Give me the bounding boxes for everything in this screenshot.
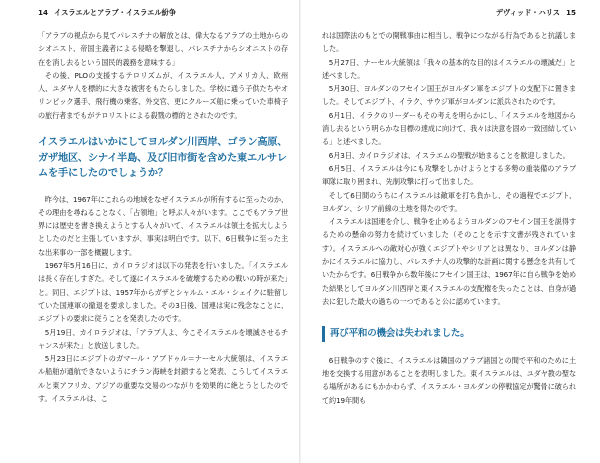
right-paragraph: 6日戦争のすぐ後に、イスラエルは隣国のアラブ諸国との間で平和のために土地を交換する用意があることを表明しました。東イスラエルは、ユダヤ教の聖なる場所があるにもかかわらず、イスラエル・ヨルダンの停戦協定が驚骨に破られて約19年間も (322, 355, 576, 405)
left-running-head (38, 6, 288, 20)
left-page-number: 14 (38, 8, 49, 17)
right-paragraph: イスラエルは国連を介し、戦争を止めるようヨルダンのフセイン国王を説得するための懸命の努力を続けていました（そのことを示す文書が残されています）。イスラエルへの敵対心が強くエジプトやシリアとは異なり、ヨルダンは静かにイスラエルに協力し、パレスチナ人の攻撃的な計画に関する懸念を共有していたからです。6日戦争から数年後にフセイン国王は、1967年に自ら戦争を始めた結果としてヨルダン川西岸と東イスラエルの支配権を失ったことは、自身が過去に犯した最大の過ちの一つであると公に認めています。 (322, 217, 576, 306)
left-running-title: イスラエルとアラブ・イスラエル紛争 (54, 8, 177, 17)
left-paragraph: その後、PLOの支援するテロリズムが、イスラエル人、アメリカ人、欧州人、ユダヤ人を標的に大きな被害をもたらしました。学校に通う子供たちやオリンピック選手、飛行機の乗客、外交官、更にクルーズ船に乗っていた車椅子の旅行者までもがテロリストによる殺戮の標的とされたのです。 (38, 70, 288, 120)
right-running-title: デヴィッド・ハリス (495, 8, 560, 17)
left-paragraph: 1967年5月16日に、カイロラジオは以下の発表を行いました。「イスラエルは長く存在しすぎた。そして遂にイスラエルを破壊するための戦いの時が来た」と。同日、エジプトは、1957年からガザとシャルム・エル・シェイクに駐留していた国連軍の撤退を要求しました。その3日後、国連は実に残念なことに、エジプトの要求に従うことを発表したのです。 (38, 261, 288, 324)
left-paragraph: 5月19日、カイロラジオは、「アラブ人よ、今こそイスラエルを壊滅させるチャンスが来た」と放送しました。 (38, 327, 288, 350)
right-section-heading: 再び平和の機会は失われました。 (322, 326, 576, 342)
left-paragraph: 5月23日にエジプトのガマール・アブドゥル＝ナーセル大統領は、イスラエル船舶が通航できないようにチラン海峡を封鎖すると発表、こうしてイスラエルと東アフリカ、アジアの重要な交易のつながりを効果的に絶とうとしたのです。イスラエルは、こ (38, 354, 288, 404)
left-paragraph-quote: 「アラブの視点から見てパレスチナの解放とは、偉大なるアラブの土地からのシオニスト、帝国主義者による侵略を撃退し、パレスチナからシオニストの存在を消し去るという国民的義務を意味する」 (38, 31, 288, 67)
right-running-head (322, 6, 576, 20)
right-paragraph: 5月30日、ヨルダンのフセイン国王がヨルダン軍をエジプトの支配下に置きました。そしてエジプト、イラク、サウジ軍がヨルダンに派兵されたのです。 (322, 84, 576, 107)
right-paragraph: そして6日間のうちにイスラエルは敵軍を打ち負かし、その過程でエジプト、ヨルダン、シリア前線の土地を得たのです。 (322, 190, 576, 213)
left-paragraph: 昨今は、1967年にこれらの地域をなぜイスラエルが所有するに至ったのか、その理由を尋ねることなく、「占領地」と呼ぶ人々がいます。ここでもアラブ世界には歴史を書き換えようとする人々がいて、イスラエルは領土を拡大しようとしたのだと主張していますが、事実は明白です。以下、6日戦争に至った主な出来事の一部を概観します。 (38, 194, 288, 257)
right-paragraph: 6月5日、イスラエルは今にも攻撃をしかけようとする多勢の重装備のアラブ軍隊に取り囲まれ、先制攻撃に打って出ました。 (322, 163, 576, 187)
right-paragraph-continued: れは国際法のもとでの開戦事由に相当し、戦争につながる行為であると抗議しました。 (322, 31, 576, 54)
right-paragraph: 6月3日、カイロラジオは、イスラエムの聖戦が始まることを歓迎しました。 (328, 150, 570, 160)
right-page (300, 0, 600, 463)
left-section-heading: イスラエルはいかにしてヨルダン川西岸、ゴラン高原、ガザ地区、シナイ半島、及び旧市街を含めた東エルサレムを手にしたのでしょうか？ (38, 137, 288, 180)
right-paragraph: 6月1日、イラクのリーダーもその考えを明らかにし、「イスラエルを地図から消し去るという明らかな目標の達成に向けて、我々は決意を固め一致団結している」と述べました。 (322, 110, 576, 147)
right-page-number: 15 (565, 8, 576, 17)
right-paragraph: 5月27日、ナーセル大統領は「我々の基本的な目的はイスラエルの壊滅だ」と述べました。 (322, 57, 576, 80)
